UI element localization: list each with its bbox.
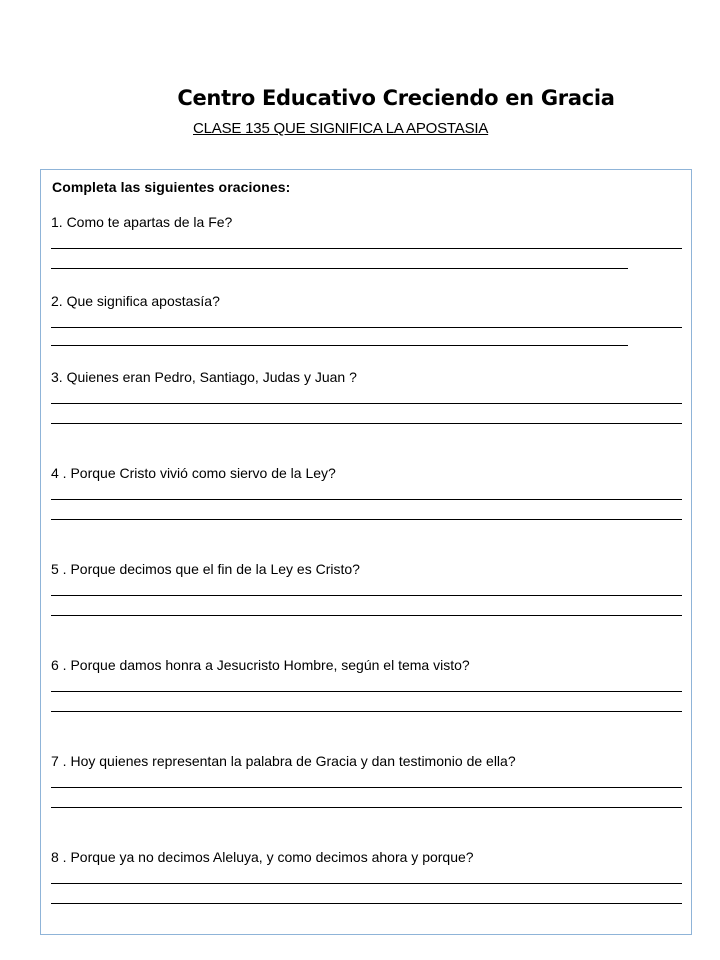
answer-line[interactable] — [51, 595, 682, 596]
answer-line[interactable] — [51, 615, 682, 616]
school-title — [0, 86, 720, 110]
answer-line[interactable] — [51, 903, 682, 904]
answer-line[interactable] — [51, 268, 628, 269]
answer-line[interactable] — [51, 403, 682, 404]
question-4: 4 . Porque Cristo vivió como siervo de la Ley? — [51, 465, 336, 481]
worksheet-box — [40, 169, 692, 935]
answer-line[interactable] — [51, 327, 682, 328]
question-8: 8 . Porque ya no decimos Aleluya, y como decimos ahora y porque? — [51, 849, 474, 865]
answer-line[interactable] — [51, 519, 682, 520]
answer-line[interactable] — [51, 423, 682, 424]
question-2: 2. Que significa apostasía? — [51, 293, 220, 309]
question-6: 6 . Porque damos honra a Jesucristo Hombre, según el tema visto? — [51, 657, 470, 673]
question-3: 3. Quienes eran Pedro, Santiago, Judas y Juan ? — [51, 369, 357, 385]
class-title: CLASE 135 QUE SIGNIFICA LA APOSTASIA — [193, 120, 489, 137]
answer-line[interactable] — [51, 883, 682, 884]
question-1: 1. Como te apartas de la Fe? — [51, 214, 233, 230]
question-7: 7 . Hoy quienes representan la palabra de Gracia y dan testimonio de ella? — [51, 753, 516, 769]
answer-line[interactable] — [51, 345, 628, 346]
answer-line[interactable] — [51, 711, 682, 712]
answer-line[interactable] — [51, 691, 682, 692]
instruction: Completa las siguientes oraciones: — [52, 179, 291, 195]
school-name: Centro Educativo Creciendo en Gracia — [177, 86, 615, 110]
question-5: 5 . Porque decimos que el fin de la Ley es Cristo? — [51, 561, 360, 577]
answer-line[interactable] — [51, 499, 682, 500]
answer-line[interactable] — [51, 787, 682, 788]
answer-line[interactable] — [51, 807, 682, 808]
answer-line[interactable] — [51, 248, 682, 249]
